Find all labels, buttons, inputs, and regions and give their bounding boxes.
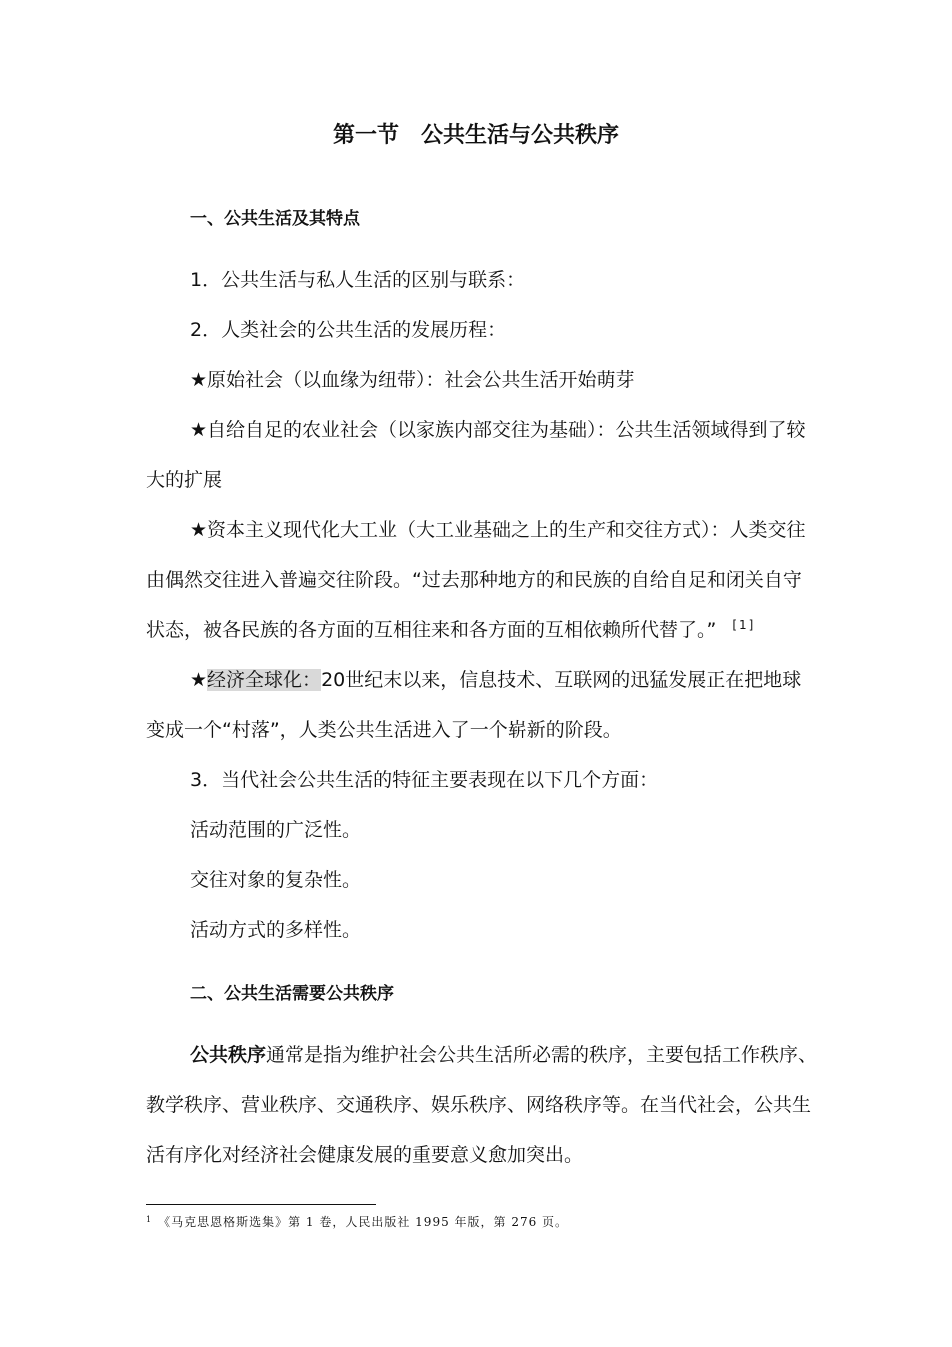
star-item-agrarian-line1: ★自给自足的农业社会（以家族内部交往为基础）：公共生活领域得到了较 bbox=[190, 419, 806, 441]
footnote-divider bbox=[146, 1204, 376, 1205]
star-item-globalization-line2: 变成一个“村落”，人类公共生活进入了一个崭新的阶段。 bbox=[146, 719, 622, 741]
footnote-text: 《马克思恩格斯选集》第 1 卷，人民出版社 1995 年版，第 276 页。 bbox=[158, 1215, 569, 1229]
list-item-2: 2．人类社会的公共生活的发展历程： bbox=[190, 319, 507, 341]
star-item-agrarian-line2: 大的扩展 bbox=[146, 469, 223, 491]
footnote bbox=[146, 1214, 568, 1232]
quote-text: 状态，被各民族的各方面的互相往来和各方面的互相依赖所代替了。” bbox=[146, 619, 717, 641]
public-order-term: 公共秩序 bbox=[190, 1044, 267, 1066]
star-bullet: ★ bbox=[190, 669, 208, 691]
page-title: 第一节 公共生活与公共秩序 bbox=[332, 123, 619, 148]
highlighted-term: 经济全球化： bbox=[207, 669, 322, 691]
star-item-primitive: ★原始社会（以血缘为纽带）：社会公共生活开始萌芽 bbox=[190, 369, 635, 391]
feature-scope: 活动范围的广泛性。 bbox=[190, 819, 362, 841]
public-order-para-line2: 教学秩序、营业秩序、交通秩序、娱乐秩序、网络秩序等。在当代社会，公共生 bbox=[146, 1094, 812, 1116]
section-heading-1: 一、公共生活及其特点 bbox=[190, 209, 360, 229]
star-item-capitalism-line3 bbox=[146, 618, 755, 644]
citation-ref[interactable]: [1] bbox=[732, 618, 756, 632]
star-item-capitalism-line2: 由偶然交往进入普遍交往阶段。“过去那种地方的和民族的自给自足和闭关自守 bbox=[146, 569, 802, 591]
public-order-para-line3: 活有序化对经济社会健康发展的重要意义愈加突出。 bbox=[146, 1144, 584, 1166]
star-item-capitalism-line1: ★资本主义现代化大工业（大工业基础之上的生产和交往方式）：人类交往 bbox=[190, 519, 806, 541]
list-item-1: 1．公共生活与私人生活的区别与联系： bbox=[190, 269, 526, 291]
footnote-mark: 1 bbox=[146, 1215, 153, 1224]
section-heading-2: 二、公共生活需要公共秩序 bbox=[190, 984, 394, 1004]
public-order-para-line1 bbox=[190, 1043, 817, 1067]
public-order-definition: 通常是指为维护社会公共生活所必需的秩序，主要包括工作秩序、 bbox=[266, 1044, 818, 1066]
globalization-text: 20世纪末以来，信息技术、互联网的迅猛发展正在把地球 bbox=[321, 669, 802, 691]
feature-methods: 活动方式的多样性。 bbox=[190, 919, 362, 941]
feature-objects: 交往对象的复杂性。 bbox=[190, 869, 362, 891]
star-item-globalization-line1 bbox=[190, 668, 801, 692]
list-item-3: 3．当代社会公共生活的特征主要表现在以下几个方面： bbox=[190, 769, 659, 791]
